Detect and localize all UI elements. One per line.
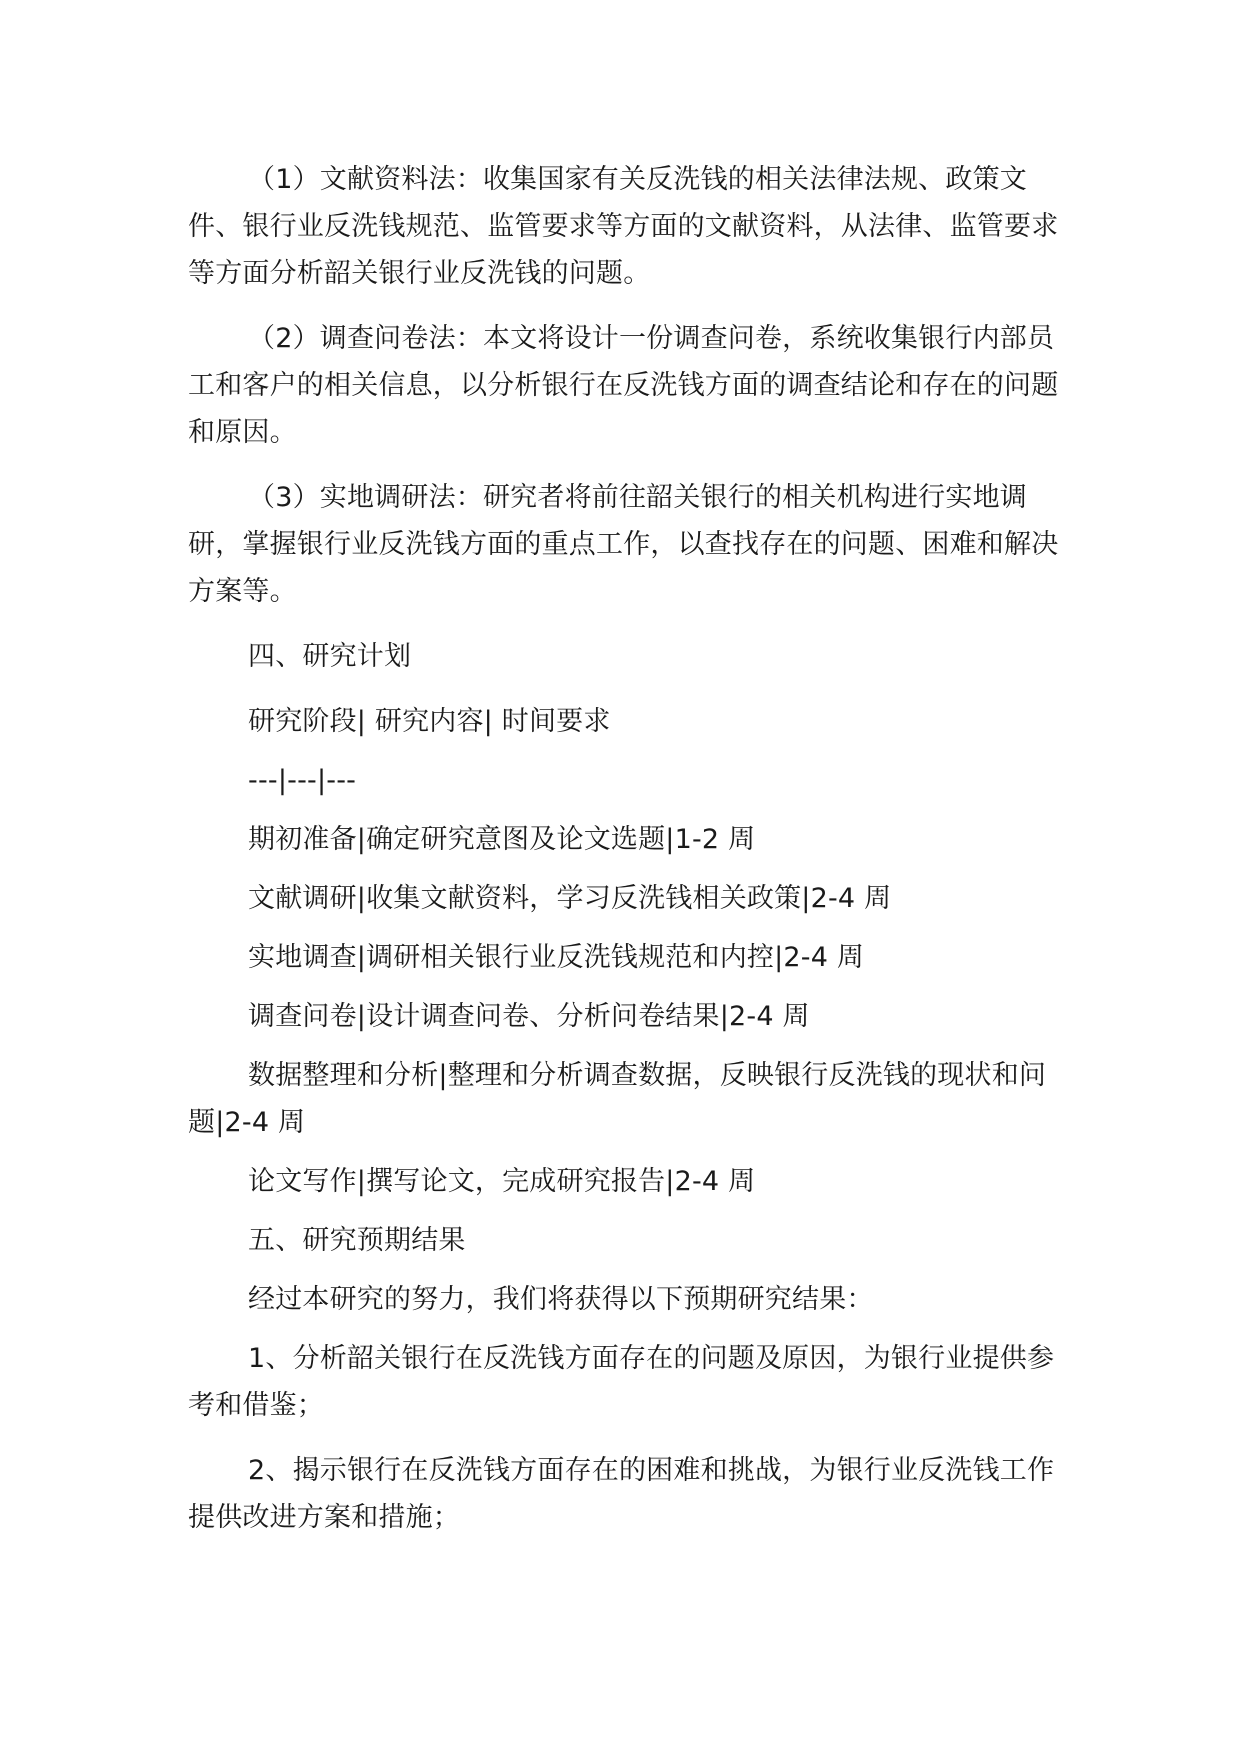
plan-row-data-analysis: 数据整理和分析|整理和分析调查数据，反映银行反洗钱的现状和问题|2-4 周 — [188, 1060, 1047, 1138]
plan-table-separator: ---|---|--- — [248, 765, 357, 796]
section-heading-research-plan: 四、研究计划 — [248, 641, 412, 672]
method-literature-paragraph: （1）文献资料法：收集国家有关反洗钱的相关法律法规、政策文件、银行业反洗钱规范、监管要求等方面的文献资料，从法律、监管要求等方面分析韶关银行业反洗钱的问题。 — [188, 164, 1059, 289]
section-heading-expected-results: 五、研究预期结果 — [248, 1225, 466, 1256]
document-body — [188, 156, 1060, 1559]
plan-row-questionnaire: 调查问卷|设计调查问卷、分析问卷结果|2-4 周 — [248, 1001, 810, 1032]
expected-results-intro: 经过本研究的努力，我们将获得以下预期研究结果： — [248, 1284, 874, 1315]
method-questionnaire-paragraph: （2）调查问卷法：本文将设计一份调查问卷，系统收集银行内部员工和客户的相关信息，以分析银行在反洗钱方面的调查结论和存在的问题和原因。 — [188, 323, 1059, 448]
method-fieldwork-paragraph: （3）实地调研法：研究者将前往韶关银行的相关机构进行实地调研，掌握银行业反洗钱方面的重点工作，以查找存在的问题、困难和解决方案等。 — [188, 482, 1059, 607]
plan-row-preparation: 期初准备|确定研究意图及论文选题|1-2 周 — [248, 824, 756, 855]
expected-result-item-1: 1、分析韶关银行在反洗钱方面存在的问题及原因，为银行业提供参考和借鉴； — [188, 1343, 1055, 1421]
plan-row-thesis-writing: 论文写作|撰写论文，完成研究报告|2-4 周 — [248, 1166, 756, 1197]
plan-table-header: 研究阶段| 研究内容| 时间要求 — [248, 706, 611, 737]
expected-result-item-2: 2、揭示银行在反洗钱方面存在的困难和挑战，为银行业反洗钱工作提供改进方案和措施； — [188, 1455, 1055, 1533]
plan-row-field-survey: 实地调查|调研相关银行业反洗钱规范和内控|2-4 周 — [248, 942, 865, 973]
plan-row-literature-review: 文献调研|收集文献资料，学习反洗钱相关政策|2-4 周 — [248, 883, 892, 914]
